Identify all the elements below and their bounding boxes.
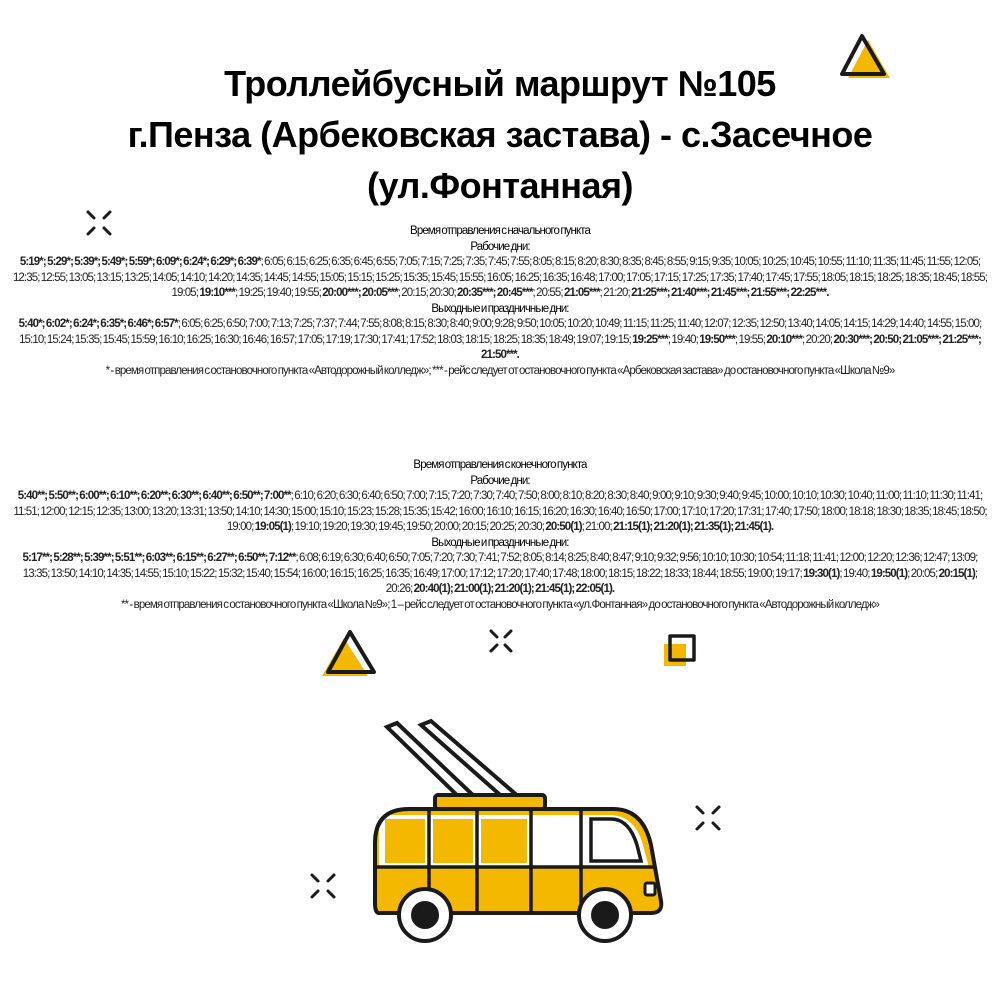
footnote: * - время отправления с остановочного пункта «Автодорожный колледж»; *** - рейс следует от остановочного пункта «Арбековская застава» до остановочного пункта «Школа №9»: [105, 364, 895, 377]
time-group: 19:50***: [699, 333, 735, 346]
sparkle-icon: [488, 628, 514, 654]
time-group: ; 6:05; 6:25; 6:50; 7:00; 7:13; 7:25; 7:37; 7:44; 7:55; 8:08; 8:15; 8:30; 8:40; 9:00; 9:28; 9:50; 10:05; 10:20; 10:49; 11:15; 11:25; 11:40; 12:07; 12:35; 12:50; 13:40; 14:05; 14:15; 14:29; 14:40; 14:55; 15:00; 15:10; 15:24; 15:35; 15:45; 15:59; 16:10; 16:25; 16:30; 16:46; 16:57; 17:05; 17:19; 17:30; 17:41; 17:52; 18:03; 18:15; 18:25; 18:35; 18:49; 19:07; 19:15;: [19, 318, 982, 346]
weekend-times: [10, 317, 990, 364]
weekdays-times: [10, 489, 990, 536]
time-group: 5:40*; 6:02*; 6:24*; 6:35*; 6:46*; 6:57*: [18, 318, 178, 330]
title-line-2: г.Пенза (Арбековская застава) - с.Засечное: [127, 114, 873, 155]
weekend-label: Выходные и праздничные дни:: [431, 536, 569, 549]
time-group: ; 20:26;: [385, 567, 978, 595]
title-line-1: Троллейбусный маршрут №105: [224, 63, 776, 104]
time-group: 5:40**; 5:50**; 6:00**; 6:10**; 6:20**; 6:30**; 6:40**; 6:50**; 7:00**: [17, 490, 291, 502]
time-group: ; 20:15; 20:30;: [397, 287, 458, 299]
time-group: 19:30(1): [803, 567, 840, 580]
schedule-from-end: [10, 458, 990, 613]
triangle-icon: [838, 32, 892, 82]
time-group: 20:40(1); 21:00(1); 21:20(1); 21:45(1); 22:05(1).: [413, 583, 615, 595]
weekend-label: Выходные и праздничные дни:: [431, 302, 569, 315]
time-group: 20:10***: [766, 333, 803, 346]
triangle-icon: [318, 628, 378, 680]
weekdays-label: Рабочие дни:: [470, 474, 530, 487]
time-group: 5:17**; 5:28**; 5:39**; 5:51**; 6:03**; 6:15**; 6:27**; 6:50**; 7:12**: [22, 552, 296, 564]
time-group: ; 20:55;: [532, 287, 565, 299]
time-group: ; 20:20;: [802, 333, 834, 346]
weekdays-times: [10, 255, 990, 302]
section-heading: Время отправления с начального пункта: [410, 225, 590, 237]
time-group: ; 19:40;: [667, 333, 700, 346]
weekdays-label: Рабочие дни:: [470, 240, 530, 253]
time-group: 19:05(1): [254, 521, 291, 533]
time-group: 19:50(1): [870, 567, 908, 580]
time-group: ; 21:20;: [599, 287, 632, 299]
time-group: ; 19:25; 19:40; 19:55;: [234, 287, 323, 299]
time-group: 21:25***; 21:40***; 21:45***; 21:55***; 22:25***.: [631, 287, 829, 299]
time-group: 21:15(1); 21:20(1); 21:35(1); 21:45(1).: [613, 521, 774, 533]
time-group: 20:30***; 20:50; 21:05***; 21:25***; 21:50***.: [481, 333, 981, 361]
time-group: ; 6:08; 6:19; 6:30; 6:40; 6:50; 7:05; 7:20; 7:30; 7:41; 7:52; 8:05; 8:14; 8:25; 8:40; 8:47; 9:10; 9:32; 9:56; 10:10; 10:30; 10:54; 11:18; 11:41; 12:00; 12:20; 12:36; 12:47; 13:09; 13:35; 13:50; 14:10; 14:35; 14:55; 15:10; 15:22; 15:32; 15:40; 15:54; 16:00; 16:15; 16:25; 16:35; 16:49; 17:00; 17:12; 17:20; 17:40; 17:48; 18:00; 18:15; 18:22; 18:33; 18:44; 18:55; 19:00; 19:17;: [22, 552, 978, 580]
section-heading: Время отправления с конечного пункта: [413, 459, 587, 471]
time-group: 20:15(1): [938, 567, 975, 580]
time-group: 5:19*; 5:29*; 5:39*; 5:49*; 5:59*; 6:09*; 6:24*; 6:29*; 6:39*: [19, 256, 261, 268]
weekend-times: [10, 551, 990, 598]
time-group: ; 6:10; 6:20; 6:30; 6:40; 6:50; 7:00; 7:15; 7:20; 7:30; 7:40; 7:50; 8:00; 8:10; 8:20; 8:30; 8:40; 9:00; 9:10; 9:30; 9:40; 9:45; 10:00; 10:10; 10:30; 10:40; 11:00; 11:10; 11:30; 11:41; 11:51; 12:00; 12:15; 12:35; 13:00; 13:20; 13:31; 13:50; 14:10; 14:30; 15:00; 15:10; 15:23; 15:28; 15:35; 15:42; 16:00; 16:10; 16:15; 16:20; 16:30; 16:40; 16:50; 17:00; 17:10; 17:20; 17:31; 17:40; 17:50; 18:00; 18:18; 18:30; 18:35; 18:45; 18:50; 19:00;: [13, 490, 987, 533]
time-group: 20:00***; 20:05***: [322, 287, 398, 299]
sparkle-icon: [693, 803, 723, 833]
footnote: ** - время отправления с остановочного пункта «Школа №9»; 1 – рейс следует от остановочного пункта «ул.Фонтанная» до остановочного пункта «Автодорожный колледж»: [120, 598, 880, 611]
time-group: ; 19:10; 19:20; 19:30; 19:45; 19:50; 20:00; 20:15; 20:25; 20:30;: [290, 521, 546, 533]
trolleybus-icon: [355, 715, 675, 965]
time-group: ; 19:55;: [734, 333, 767, 346]
sparkle-icon: [308, 871, 338, 901]
time-group: 21:05***: [564, 287, 600, 299]
time-group: 20:50(1): [545, 521, 582, 533]
time-group: 19:10***: [199, 287, 235, 299]
title-line-3: (ул.Фонтанная): [366, 165, 634, 206]
time-group: 20:35***; 20:45***: [457, 287, 533, 299]
time-group: ; 20:05;: [907, 567, 939, 580]
time-group: 19:25***: [632, 333, 668, 346]
time-group: ; 6:05; 6:15; 6:25; 6:35; 6:45; 6:55; 7:05; 7:15; 7:25; 7:35; 7:45; 7:55; 8:05; 8:15; 8:20; 8:30; 8:35; 8:45; 8:55; 9:15; 9:35; 10:05; 10:25; 10:45; 10:55; 11:10; 11:35; 11:45; 11:55; 12:05; 12:35; 12:55; 13:05; 13:15; 13:25; 14:05; 14:10; 14:20; 14:35; 14:45; 14:55; 15:05; 15:15; 15:25; 15:35; 15:45; 15:55; 16:05; 16:25; 16:35; 16:48; 17:00; 17:05; 17:15; 17:25; 17:35; 17:40; 17:45; 17:55; 18:05; 18:15; 18:25; 18:35; 18:45; 18:55; 19:05;: [12, 256, 988, 299]
schedule-from-start: [10, 224, 990, 379]
time-group: ; 21:00;: [581, 521, 614, 533]
time-group: ; 19:40;: [839, 567, 871, 580]
square-icon: [660, 630, 700, 670]
